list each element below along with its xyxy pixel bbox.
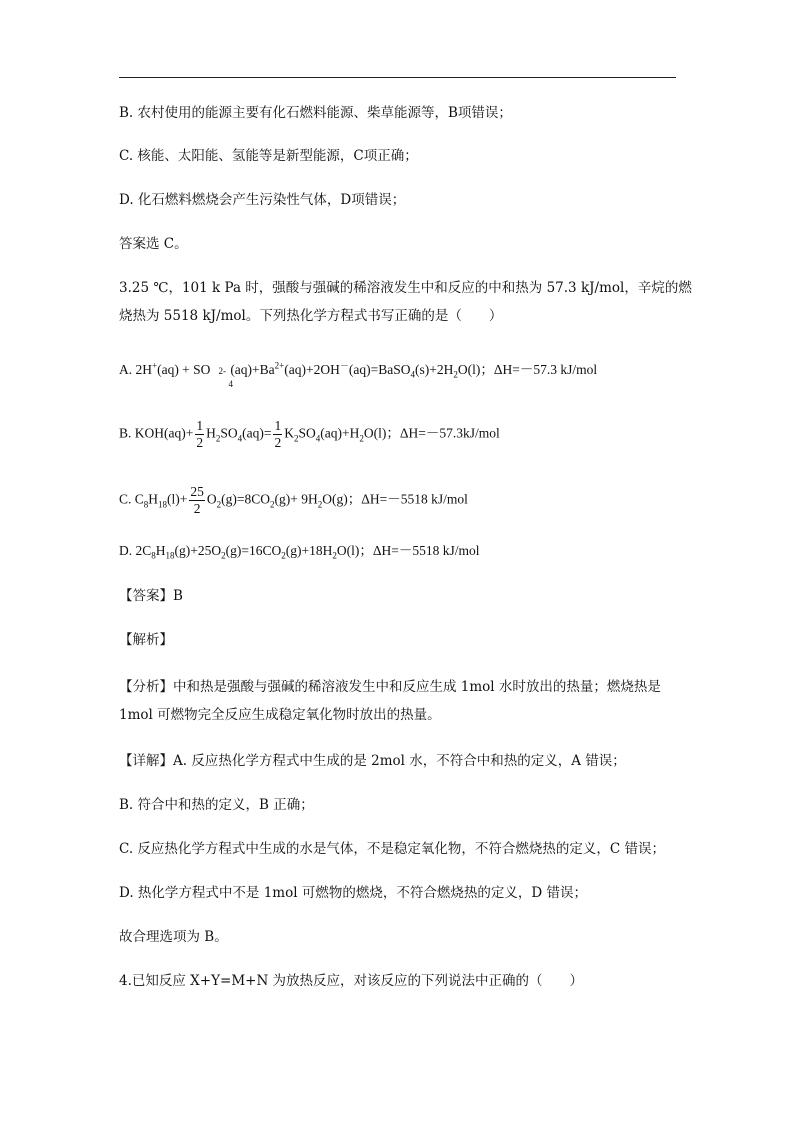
analysis-heading: 【解析】	[119, 632, 173, 648]
text-line: 答案选 C。	[119, 236, 188, 252]
answer: 【答案】B	[119, 588, 183, 604]
text-line: B. 农村使用的能源主要有化石燃料能源、柴草能源等，B项错误；	[119, 105, 512, 121]
analysis-line: 【分析】中和热是强酸与强碱的稀溶液发生中和反应生成 1mol 水时放出的热量；燃烧热是	[119, 679, 661, 695]
analysis-line: B. 符合中和热的定义，B 正确；	[119, 797, 314, 813]
text-line: C. 核能、太阳能、氢能等是新型能源，C项正确；	[119, 148, 418, 164]
sulfate-ion: 2- 4	[218, 365, 233, 389]
analysis-line: 【详解】A. 反应热化学方程式中生成的是 2mol 水，不符合中和热的定义，A 错误；	[119, 753, 626, 769]
question-3-line-2: 烧热为 5518 kJ/mol。下列热化学方程式书写正确的是（ ）	[119, 308, 503, 324]
option-b: B. KOH(aq)+ $\frac{1}{2}$ $H_2SO_4(aq)=$ $\frac{1}{2}$ $K_2SO_4(aq)+H_2O(l)$；ΔH=－57.3kJ/mol	[119, 418, 500, 450]
analysis-line: D. 热化学方程式中不是 1mol 可燃物的燃烧，不符合燃烧热的定义，D 错误；	[119, 885, 587, 901]
text-line: D. 化石燃料燃烧会产生污染性气体，D项错误；	[119, 192, 406, 208]
fraction: $\frac{1}{2}$	[274, 418, 282, 450]
analysis-line: 1mol 可燃物完全反应生成稳定氧化物时放出的热量。	[119, 707, 441, 723]
header-rule	[119, 77, 676, 78]
question-4: 4.已知反应 X+Y=M+N 为放热反应，对该反应的下列说法中正确的（ ）	[119, 973, 584, 989]
analysis-line: 故合理选项为 B。	[119, 929, 228, 945]
option-d: D. $2C_8H_{18}(g)+25O_2(g)=16CO_2(g)+18H_2O(l)$；ΔH=－5518 kJ/mol	[119, 543, 480, 561]
option-c: C. $C_8H_{18}(l)+$ $\frac{25}{2}$ $O_2(g)=8CO_2(g)+ 9H_2O(g)$；ΔH=－5518 kJ/mol	[119, 484, 468, 516]
option-a: A. 2H+(aq) + SO 2- 4 $(aq)+Ba^{2+}(aq)+2OH^-(aq)=BaSO_4(s)+2H_2O(l)$；ΔH=－57.3 kJ/mol	[119, 360, 598, 389]
analysis-line: C. 反应热化学方程式中生成的水是气体，不是稳定氧化物，不符合燃烧热的定义，C 错误；	[119, 841, 666, 857]
fraction: $\frac{1}{2}$	[196, 418, 204, 450]
fraction: $\frac{25}{2}$	[190, 484, 204, 516]
question-3-line-1: 3.25 ℃，101 k Pa 时，强酸与强碱的稀溶液发生中和反应的中和热为 57.3 kJ/mol，辛烷的燃	[119, 280, 692, 296]
